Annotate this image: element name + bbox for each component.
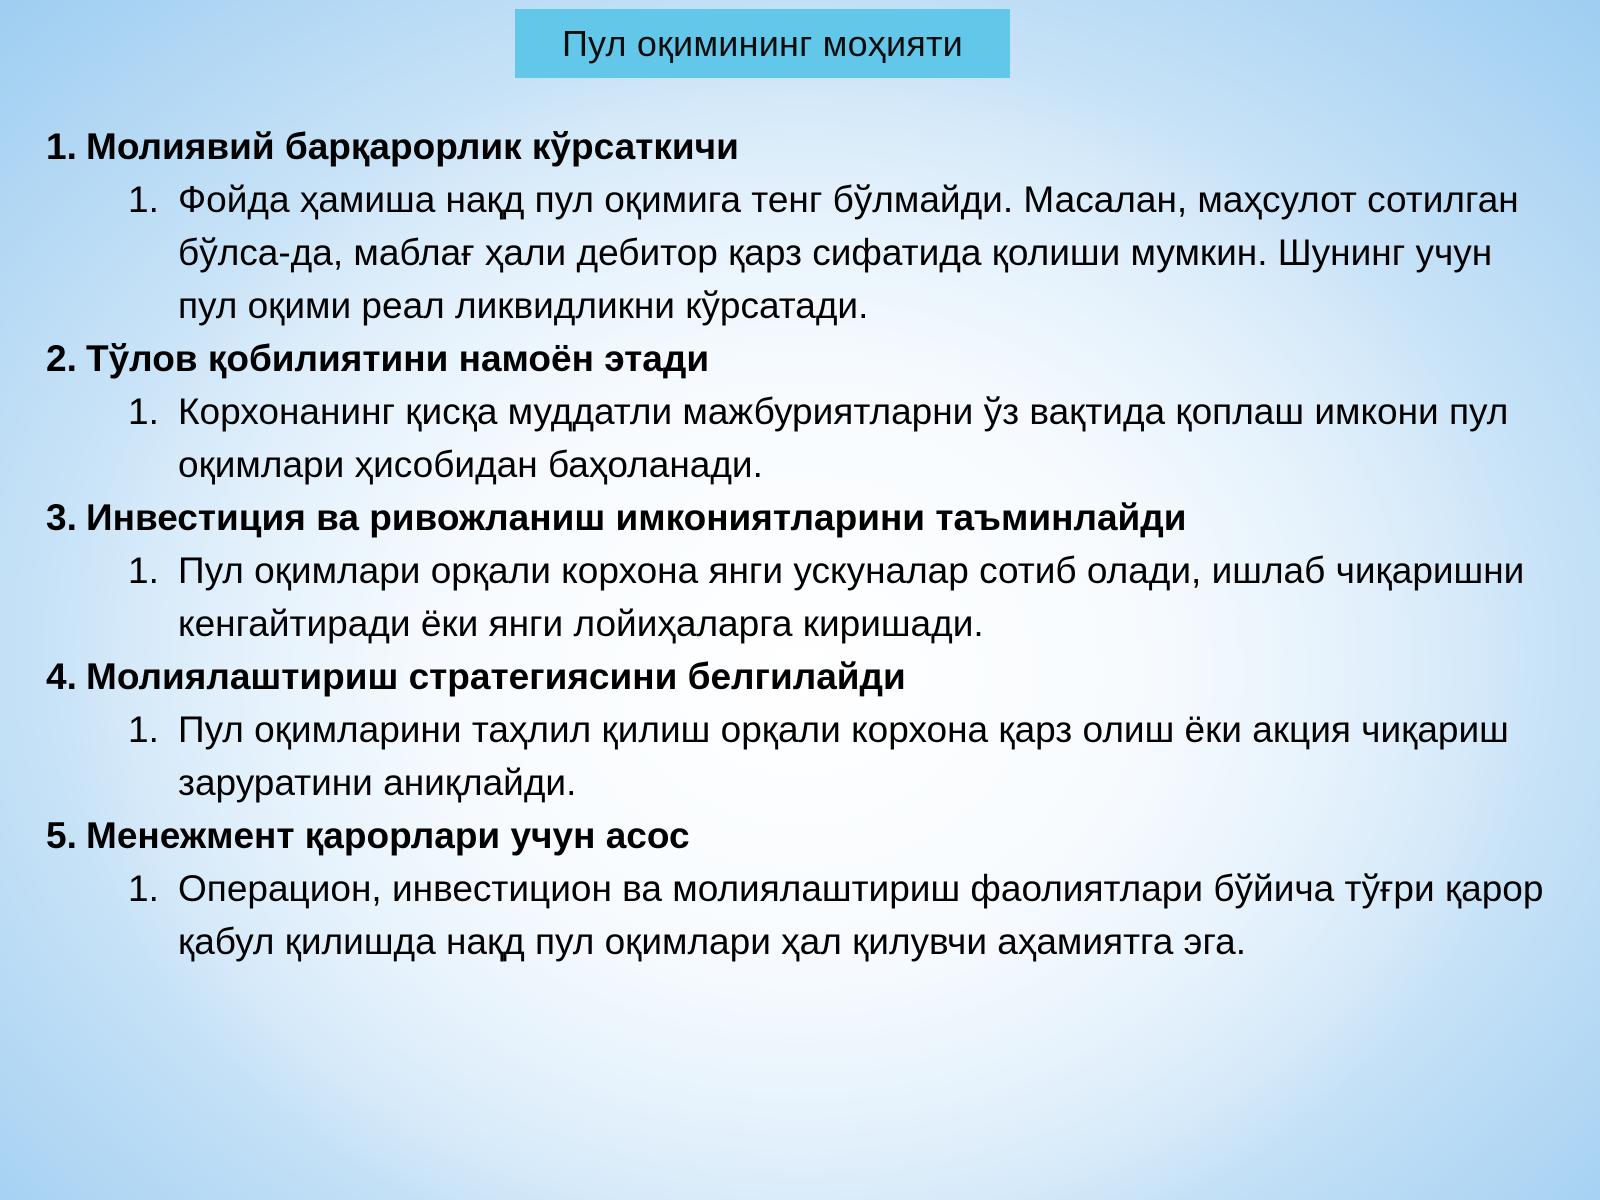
sub-item-number: 1. xyxy=(128,179,159,220)
item-heading-3 xyxy=(0,491,1600,544)
item-number: 5. xyxy=(46,815,77,856)
sub-item-number: 1. xyxy=(128,868,159,909)
sub-item-text: Фойда ҳамиша нақд пул оқимига тенг бўлмайди. Масалан, маҳсулот сотилган бўлса-да, маблағ ҳали дебитор қарз сифатида қолиши мумкин. Шунинг учун пул оқими реал ликвидликни кўрсатади. xyxy=(178,179,1519,326)
sub-item-number: 1. xyxy=(128,550,159,591)
list-item-1 xyxy=(0,120,1600,332)
sub-item-text: Пул оқимлари орқали корхона янги ускуналар сотиб олади, ишлаб чиқаришни кенгайтиради ёки янги лойиҳаларга киришади. xyxy=(178,550,1525,644)
sub-item-3 xyxy=(0,544,1600,650)
item-number: 2. xyxy=(46,338,77,379)
item-number: 4. xyxy=(46,656,77,697)
list-item-5 xyxy=(0,809,1600,968)
sub-item-text: Операцион, инвестицион ва молиялаштириш фаолиятлари бўйича тўғри қарор қабул қилишда нақд пул оқимлари ҳал қилувчи аҳамиятга эга. xyxy=(178,868,1544,962)
content-list xyxy=(0,120,1600,968)
sub-item-2 xyxy=(0,385,1600,491)
sub-item-number: 1. xyxy=(128,391,159,432)
item-heading-4 xyxy=(0,650,1600,703)
item-heading-1 xyxy=(0,120,1600,173)
slide-title: Пул оқимининг моҳияти xyxy=(515,9,1010,78)
list-item-2 xyxy=(0,332,1600,491)
sub-item-text: Корхонанинг қисқа муддатли мажбуриятларни ўз вақтида қоплаш имкони пул оқимлари ҳисобидан баҳоланади. xyxy=(178,391,1509,485)
item-heading-text: Менежмент қарорлари учун асос xyxy=(86,815,690,856)
sub-item-number: 1. xyxy=(128,709,159,750)
item-heading-text: Молиялаштириш стратегиясини белгилайди xyxy=(86,656,906,697)
list-item-4 xyxy=(0,650,1600,809)
list-item-3 xyxy=(0,491,1600,650)
item-heading-text: Тўлов қобилиятини намоён этади xyxy=(86,338,710,379)
item-number: 1. xyxy=(46,126,77,167)
item-heading-2 xyxy=(0,332,1600,385)
item-heading-text: Инвестиция ва ривожланиш имкониятларини таъминлайди xyxy=(86,497,1187,538)
sub-item-1 xyxy=(0,173,1600,332)
sub-item-text: Пул оқимларини таҳлил қилиш орқали корхона қарз олиш ёки акция чиқариш заруратини аниқлайди. xyxy=(178,709,1509,803)
sub-item-4 xyxy=(0,703,1600,809)
sub-item-5 xyxy=(0,862,1600,968)
item-heading-text: Молиявий барқарорлик кўрсаткичи xyxy=(86,126,739,167)
item-number: 3. xyxy=(46,497,77,538)
item-heading-5 xyxy=(0,809,1600,862)
